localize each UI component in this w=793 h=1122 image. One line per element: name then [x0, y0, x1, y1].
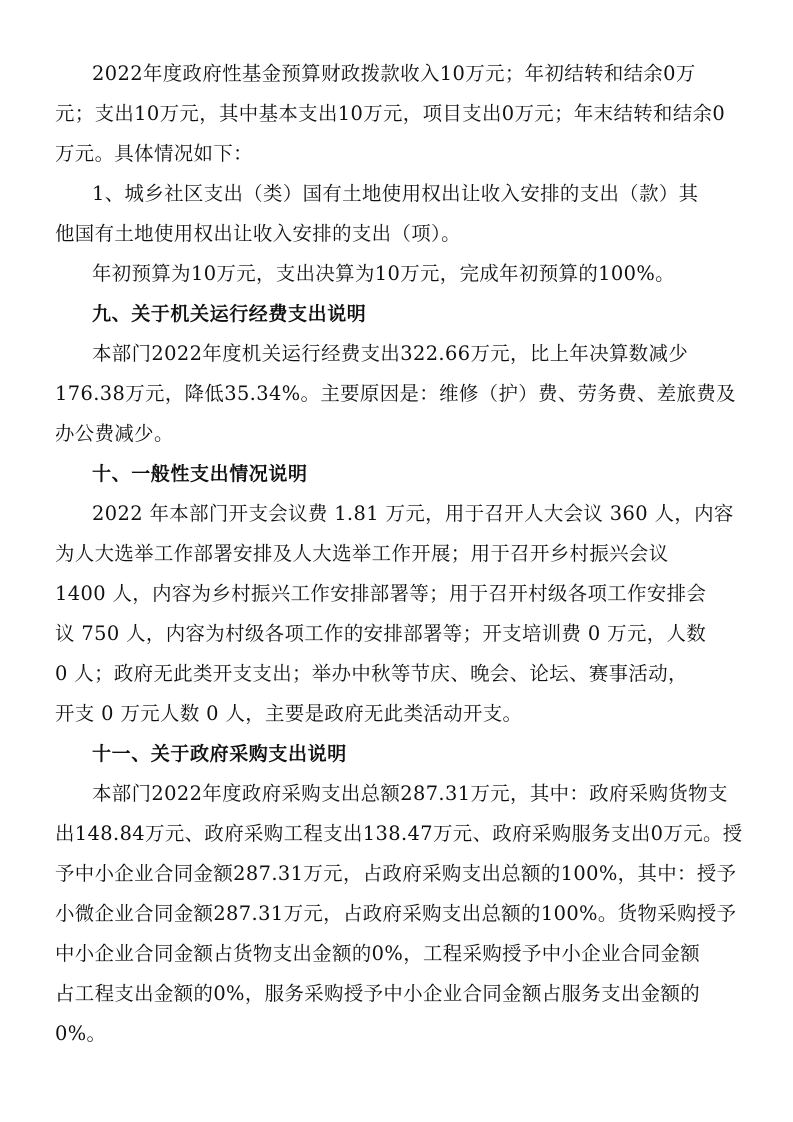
paragraph-line: 年初预算为10万元，支出决算为10万元，完成年初预算的100%。: [92, 262, 675, 285]
paragraph-line: 万元。具体情况如下：: [55, 142, 253, 165]
paragraph-line: 1400 人，内容为乡村振兴工作安排部署等；用于召开村级各项工作安排会: [55, 582, 707, 605]
paragraph-line: 议 750 人，内容为村级各项工作的安排部署等；开支培训费 0 万元，人数: [55, 622, 707, 645]
paragraph-line: 为人大选举工作部署安排及人大选举工作开展；用于召开乡村振兴会议: [55, 542, 669, 565]
paragraph-line: 1、城乡社区支出（类）国有土地使用权出让收入安排的支出（款）其: [92, 182, 699, 205]
section-heading-11: 十一、关于政府采购支出说明: [92, 743, 347, 765]
paragraph-line: 本部门2022年度政府采购支出总额287.31万元，其中：政府采购货物支: [92, 782, 728, 805]
paragraph-line: 开支 0 万元人数 0 人，主要是政府无此类活动开支。: [55, 702, 523, 725]
paragraph-line: 出148.84万元、政府采购工程支出138.47万元、政府采购服务支出0万元。授: [55, 822, 743, 845]
paragraph-line: 占工程支出金额的0%，服务采购授予中小企业合同金额占服务支出金额的: [55, 982, 701, 1005]
paragraph-line: 他国有土地使用权出让收入安排的支出（项）。: [55, 222, 461, 245]
paragraph-line: 2022 年本部门开支会议费 1.81 万元，用于召开人大会议 360 人，内容: [92, 502, 734, 525]
paragraph-line: 0%。: [55, 1022, 107, 1045]
paragraph-line: 0 人；政府无此类开支支出；举办中秋等节庆、晚会、论坛、赛事活动，: [55, 662, 688, 685]
paragraph-line: 中小企业合同金额占货物支出金额的0%，工程采购授予中小企业合同金额: [55, 942, 701, 965]
paragraph-line: 小微企业合同金额287.31万元，占政府采购支出总额的100%。货物采购授予: [55, 902, 737, 925]
paragraph-line: 办公费减少。: [55, 422, 174, 445]
section-heading-9: 九、关于机关运行经费支出说明: [92, 303, 367, 325]
paragraph-line: 元；支出10万元，其中基本支出10万元，项目支出0万元；年末结转和结余0: [55, 102, 726, 125]
paragraph-line: 予中小企业合同金额287.31万元，占政府采购支出总额的100%，其中：授予: [55, 862, 737, 885]
paragraph-line: 176.38万元，降低35.34%。主要原因是：维修（护）费、劳务费、差旅费及: [55, 382, 736, 405]
paragraph-line: 本部门2022年度机关运行经费支出322.66万元，比上年决算数减少: [92, 342, 689, 365]
section-heading-10: 十、一般性支出情况说明: [92, 463, 308, 485]
paragraph-line: 2022年度政府性基金预算财政拨款收入10万元；年初结转和结余0万: [92, 62, 696, 85]
